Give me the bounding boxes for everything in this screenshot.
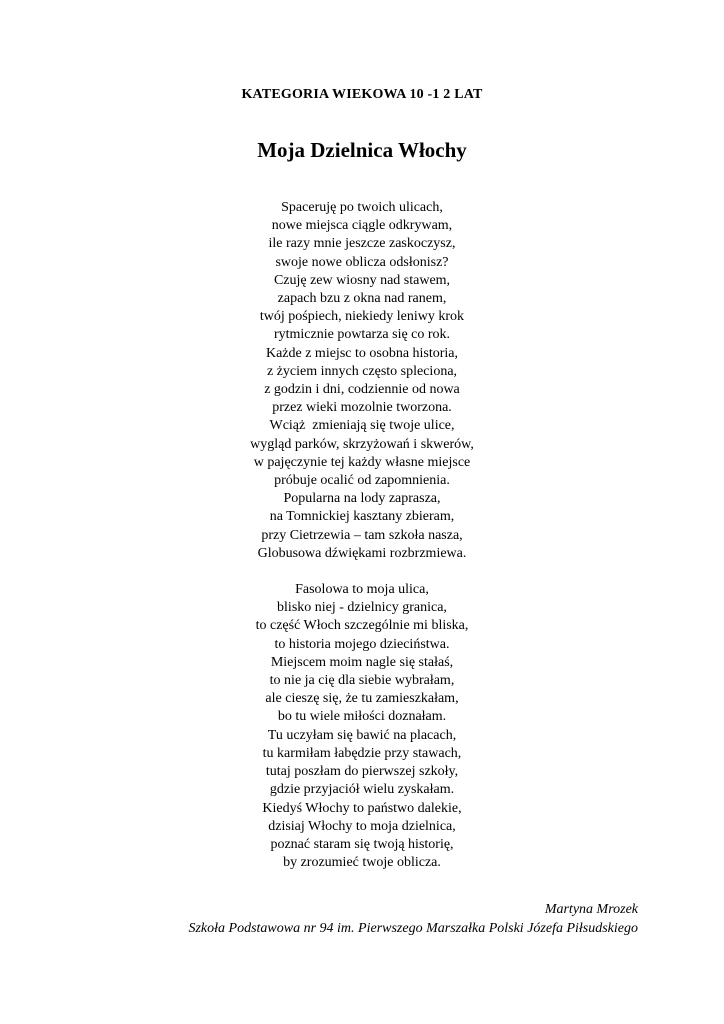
poem-line: blisko niej - dzielnicy granica,	[277, 600, 447, 616]
poem-body	[0, 199, 724, 872]
stanza-2	[0, 581, 724, 872]
poem-line: by zrozumieć twoje oblicza.	[283, 855, 441, 871]
poem-line: przy Cietrzewia – tam szkoła nasza,	[261, 527, 463, 543]
poem-line: tutaj poszłam do pierwszej szkoły,	[265, 764, 459, 780]
poem-line: nowe miejsca ciągle odkrywam,	[271, 218, 453, 234]
poem-line: gdzie przyjaciół wielu zyskałam.	[269, 782, 455, 798]
poem-line: Globusowa dźwiękami rozbrzmiewa.	[257, 545, 467, 561]
poem-line: Popularna na lody zaprasza,	[283, 491, 441, 507]
poem-title: Moja Dzielnica Włochy	[257, 138, 467, 162]
poem-line: Spaceruję po twoich ulicach,	[281, 200, 443, 215]
poem-line: to część Włoch szczególnie mi bliska,	[255, 618, 469, 634]
poem-line: to nie ja cię dla siebie wybrałam,	[269, 673, 455, 689]
poem-line: Każde z miejsc to osobna historia,	[265, 345, 459, 361]
poem-line: to historia mojego dzieciństwa.	[274, 636, 450, 652]
poem-line: swoje nowe oblicza odsłonisz?	[275, 254, 449, 270]
poem-line: Miejscem moim nagle się stałaś,	[270, 654, 454, 670]
poem-line: na Tomnickiej kasztany zbieram,	[269, 509, 455, 525]
poem-line: Fasolowa to moja ulica,	[295, 582, 429, 598]
poem-line: poznać staram się twoją historię,	[270, 836, 454, 852]
poem-line: Tu uczyłam się bawić na placach,	[267, 727, 457, 743]
stanza-1	[0, 199, 724, 563]
poem-line: z godzin i dni, codziennie od nowa	[264, 382, 460, 398]
poem-line: przez wieki mozolnie tworzona.	[272, 400, 452, 416]
poem-line: z życiem innych często spleciona,	[266, 363, 458, 379]
school-name: Szkoła Podstawowa nr 94 im. Pierwszego Marszałka Polski Józefa Piłsudskiego	[188, 920, 638, 936]
poem-line: Czuję zew wiosny nad stawem,	[273, 272, 451, 288]
poem-line: próbuje ocalić od zapomnienia.	[274, 473, 450, 489]
poem-line: Wciąż zmieniają się twoje ulice,	[269, 418, 455, 434]
poem-line: ile razy mnie jeszcze zaskoczysz,	[268, 236, 456, 252]
age-category-heading: KATEGORIA WIEKOWA 10 -1 2 LAT	[241, 87, 483, 102]
poem-line: ale cieszę się, że tu zamieszkałam,	[265, 691, 459, 707]
poem-line: tu karmiłam łabędzie przy stawach,	[262, 745, 462, 761]
signature-block	[188, 901, 638, 938]
poem-line: dzisiaj Włochy to moja dzielnica,	[268, 818, 456, 834]
poem-line: wygląd parków, skrzyżowań i skwerów,	[250, 436, 474, 452]
author-name: Martyna Mrozek	[544, 902, 638, 917]
poem-line: w pajęczynie tej każdy własne miejsce	[253, 454, 471, 470]
poem-line: zapach bzu z okna nad ranem,	[277, 291, 447, 307]
poem-line: Kiedyś Włochy to państwo dalekie,	[262, 800, 462, 816]
poem-line: bo tu wiele miłości doznałam.	[277, 709, 447, 725]
poem-line: twój pośpiech, niekiedy leniwy krok	[259, 309, 465, 325]
poem-line: rytmicznie powtarza się co rok.	[273, 327, 451, 343]
